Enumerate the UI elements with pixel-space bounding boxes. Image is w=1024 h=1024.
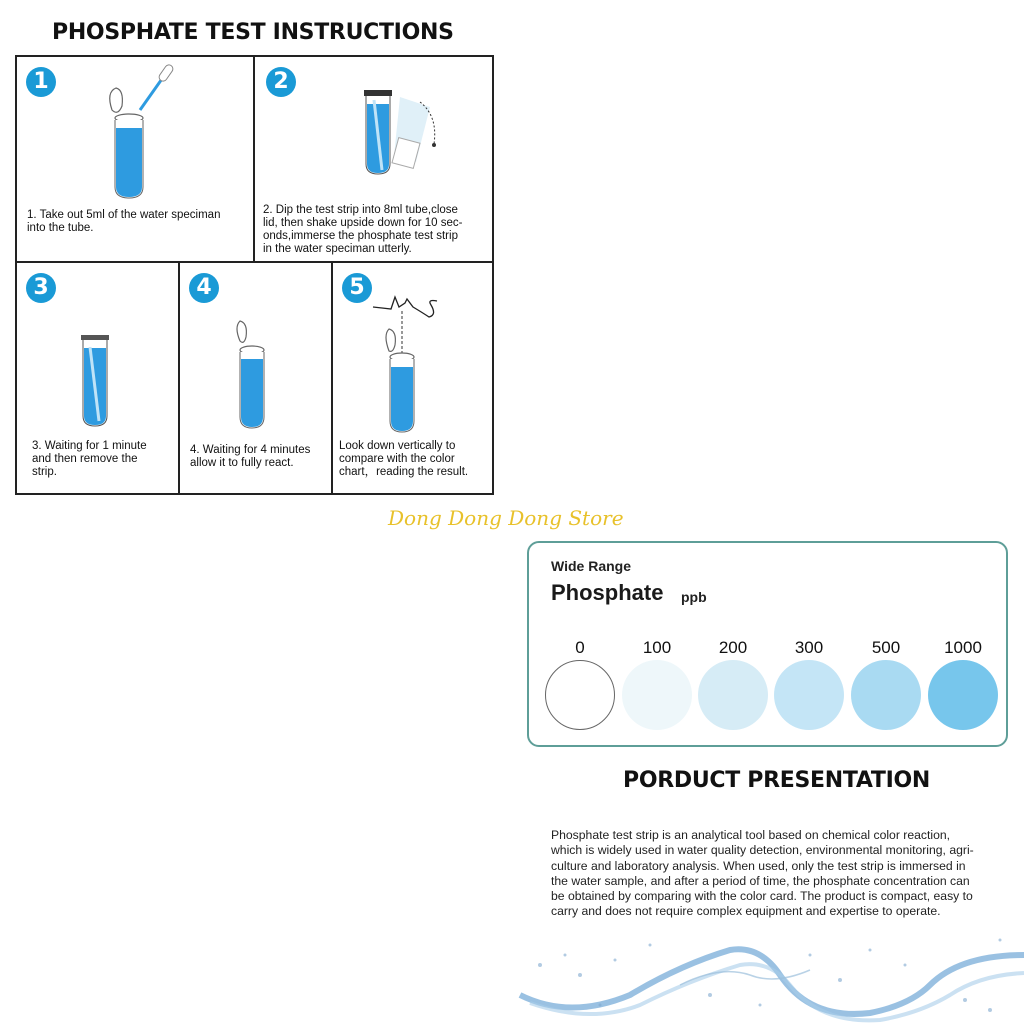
step-number-badge: 3 (26, 273, 56, 303)
product-title: PORDUCT PRESENTATION (623, 768, 931, 793)
step-number-badge: 2 (266, 67, 296, 97)
water-splash-image (510, 925, 1024, 1024)
swatch-circle (622, 660, 692, 730)
description-line: Phosphate test strip is an analytical tool based on chemical color reaction, (551, 828, 951, 842)
chart-title: Phosphate (551, 580, 664, 605)
step-text-line: 3. Waiting for 1 minute (32, 440, 147, 452)
swatch-500 (851, 636, 921, 730)
chart-unit: ppb (681, 589, 707, 605)
pipette-tube-icon (102, 62, 182, 202)
step-number-badge: 1 (26, 67, 56, 97)
color-swatches (545, 636, 1000, 736)
swatch-200 (698, 636, 768, 730)
swatch-circle (545, 660, 615, 730)
eye-look-down-tube-icon (371, 291, 451, 436)
step-2-text (263, 204, 462, 256)
open-tube-icon (232, 317, 272, 432)
step-text-line: and then remove the (32, 453, 138, 465)
step-text-line: strip. (32, 466, 57, 478)
tube-with-strip-shake-icon (360, 82, 450, 182)
chart-subtitle: Wide Range (551, 558, 631, 574)
swatch-300 (774, 636, 844, 730)
step-3-panel (15, 261, 180, 495)
step-text-line: Look down vertically to (339, 440, 456, 452)
swatch-circle (774, 660, 844, 730)
instructions-title: PHOSPHATE TEST INSTRUCTIONS (52, 20, 454, 45)
swatch-circle (851, 660, 921, 730)
swatch-label: 500 (871, 638, 901, 657)
step-5-text (339, 440, 468, 479)
swatch-100 (622, 636, 692, 730)
swatch-label: 100 (642, 638, 672, 657)
tube-with-strip-icon (77, 331, 117, 431)
step-4-panel (178, 261, 333, 495)
step-4-text (190, 444, 310, 470)
step-text-line: allow it to fully react. (190, 457, 294, 469)
step-5-panel (331, 261, 494, 495)
swatch-0 (545, 636, 615, 730)
step-text-line: 1. Take out 5ml of the water speciman (27, 209, 221, 221)
description-line: carry and does not require complex equipment and expertise to operate. (551, 904, 941, 919)
product-description (551, 828, 1011, 920)
step-text-line: chart，reading the result. (339, 466, 469, 478)
description-line: which is widely used in water quality detection, environmental monitoring, agri- (551, 843, 974, 858)
swatch-label: 200 (718, 638, 748, 657)
step-text-line: in the water speciman utterly. (263, 243, 412, 255)
step-text-line: 4. Waiting for 4 minutes (190, 444, 311, 456)
step-number-badge: 5 (342, 273, 372, 303)
step-text-line: compare with the color (339, 453, 455, 465)
step-2-panel (253, 55, 494, 263)
step-1-panel (15, 55, 255, 263)
swatch-circle (698, 660, 768, 730)
description-line: the water sample, and after a period of time, the phosphate concentration can (551, 873, 970, 888)
step-text-line: 2. Dip the test strip into 8ml tube,close (263, 204, 458, 216)
color-chart-card (527, 541, 1008, 747)
store-watermark: Dong Dong Dong Store (388, 506, 624, 530)
swatch-label: 300 (794, 638, 824, 657)
swatch-circle (928, 660, 998, 730)
step-number-badge: 4 (189, 273, 219, 303)
step-1-text (27, 209, 220, 235)
step-text-line: lid, then shake upside down for 10 sec- (263, 217, 463, 229)
swatch-label: 1000 (944, 638, 982, 657)
swatch-label: 0 (575, 638, 585, 657)
description-line: culture and laboratory analysis. When used, only the test strip is immersed in (551, 858, 966, 873)
swatch-1000 (928, 636, 998, 730)
step-3-text (32, 440, 147, 479)
description-line: be obtained by comparing with the color card. The product is compact, easy to (551, 889, 973, 904)
instructions-grid (15, 55, 494, 495)
step-text-line: into the tube. (27, 222, 94, 234)
step-text-line: onds,immerse the phosphate test strip (263, 230, 458, 242)
